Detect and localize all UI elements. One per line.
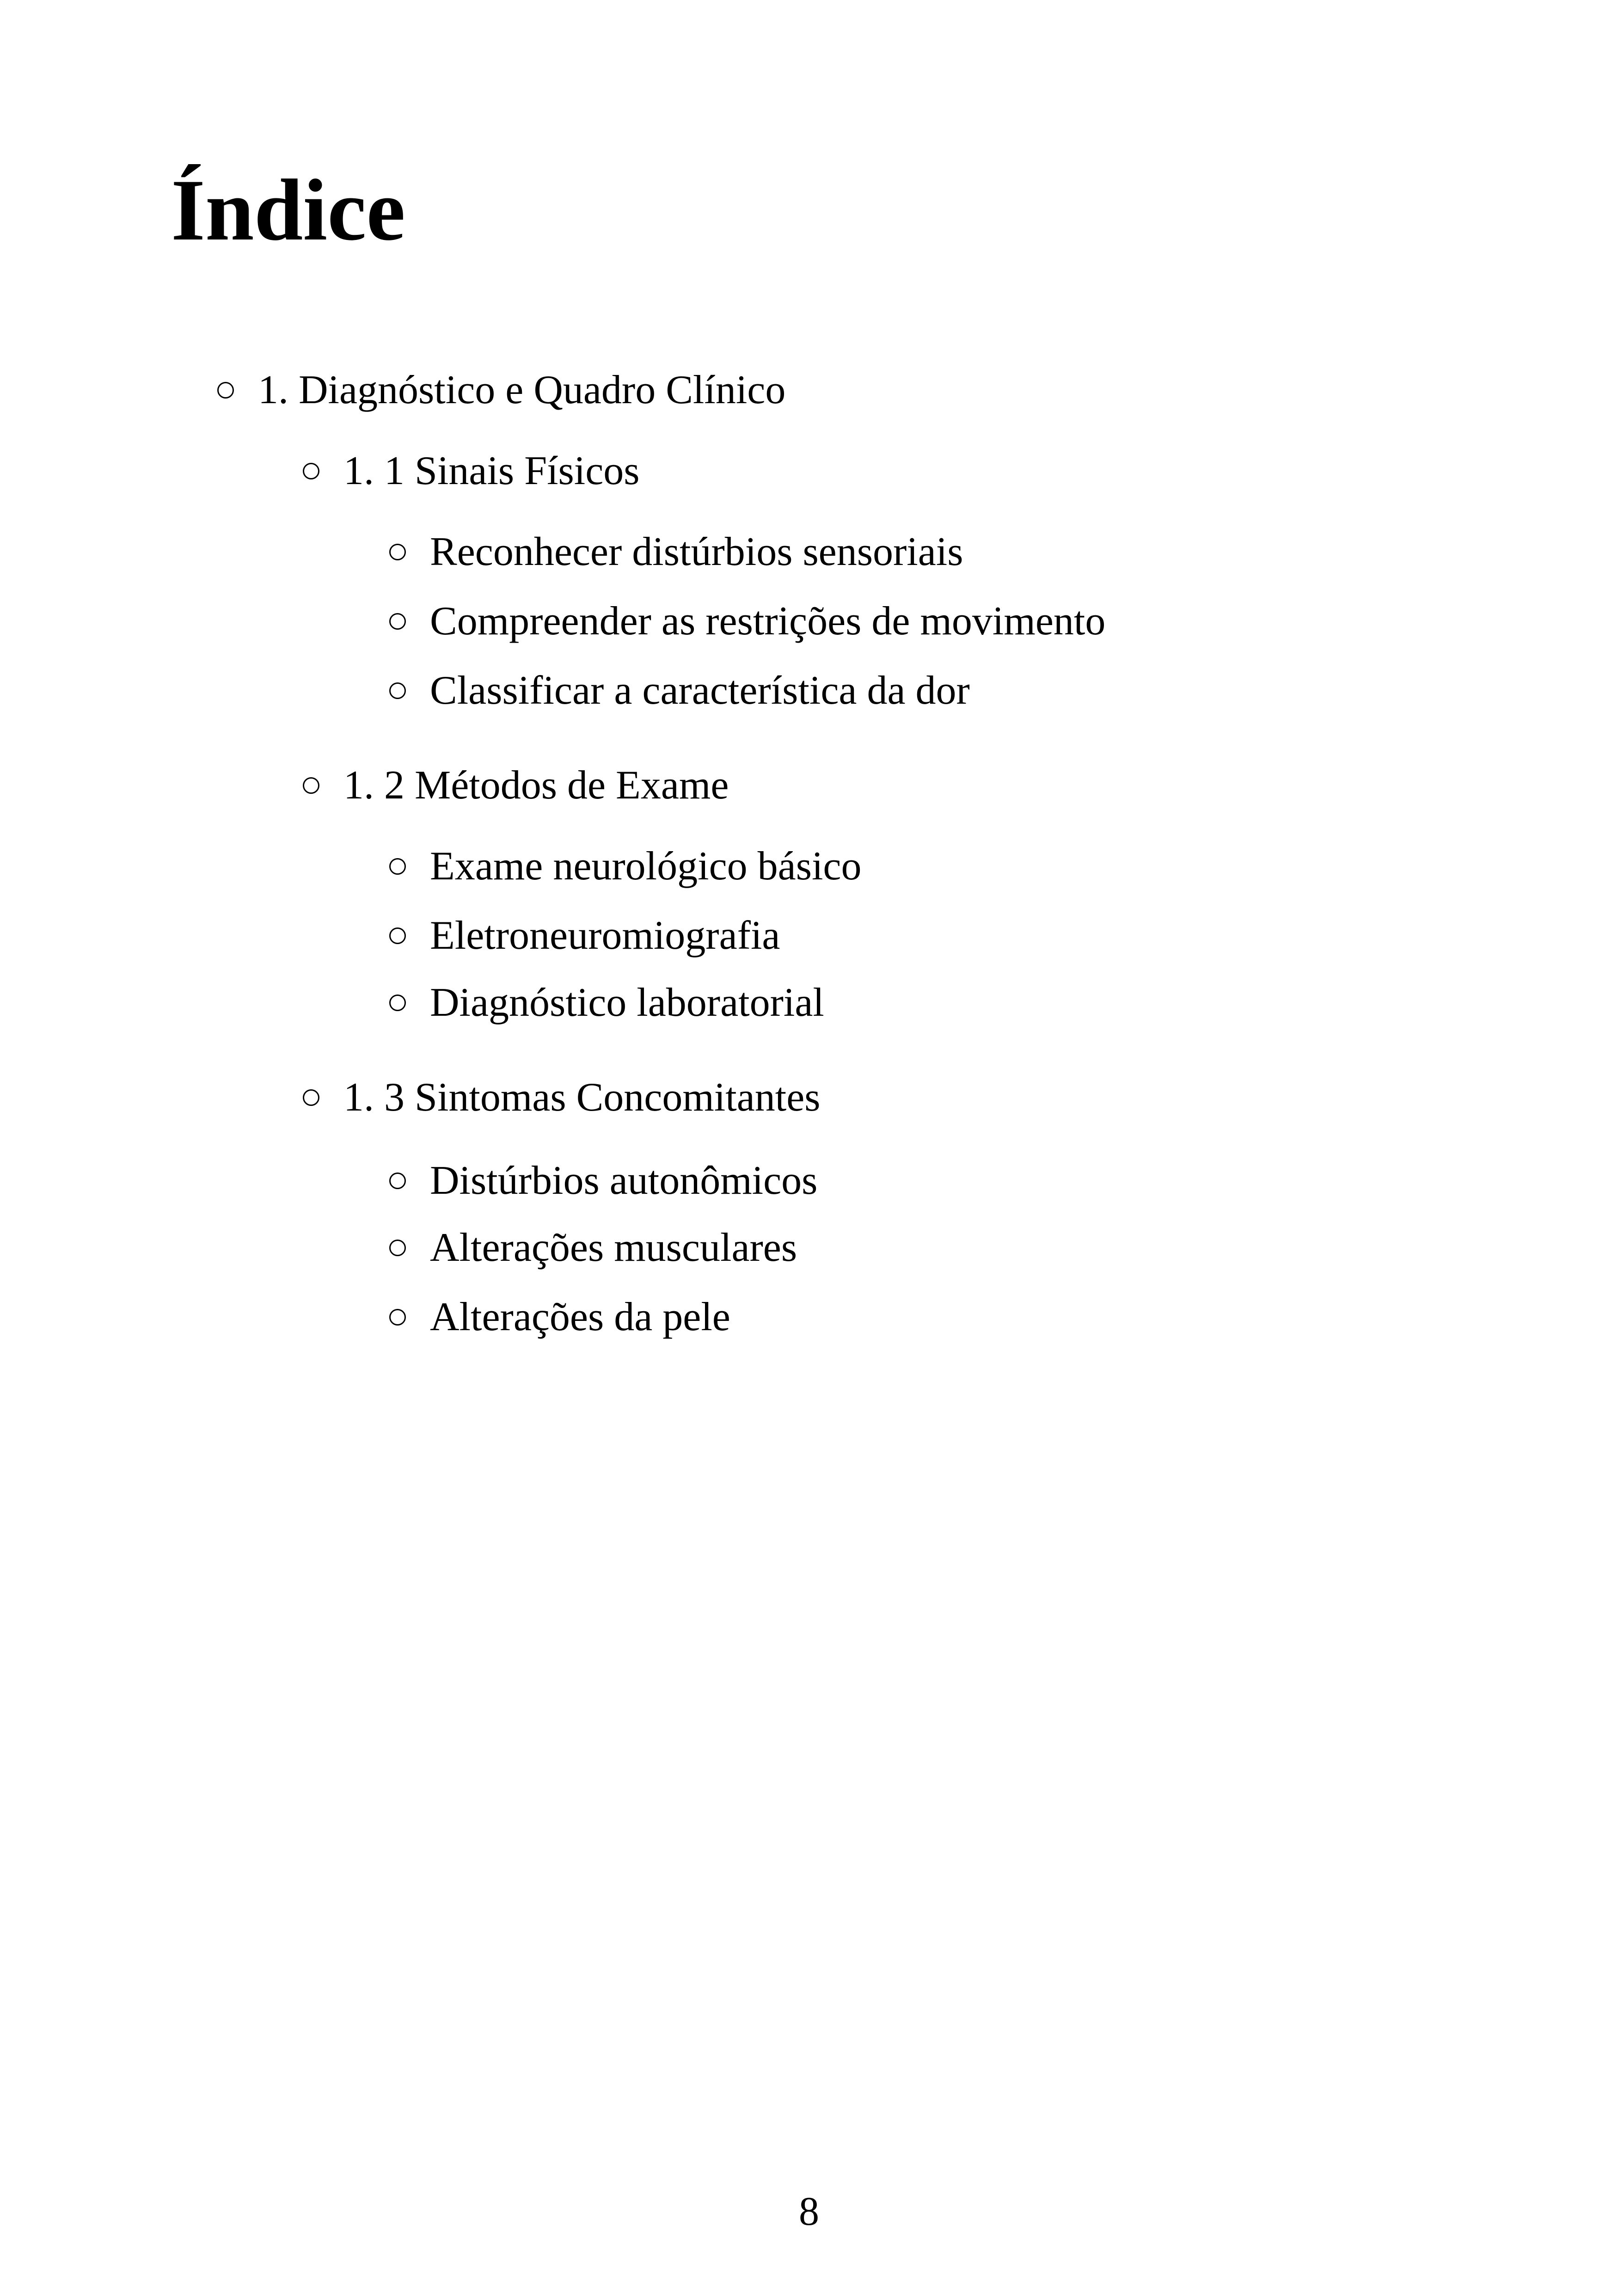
hollow-circle-bullet-icon [303,1089,319,1106]
toc-item-label: Distúrbios autonômicos [430,1158,818,1203]
hollow-circle-bullet-icon [389,1240,406,1256]
toc-item-label: Exame neurológico básico [430,844,862,889]
toc-item-label: Eletroneuromiografia [430,913,780,958]
toc-section-1-1[interactable] [303,448,640,493]
toc-item[interactable] [389,1225,797,1270]
toc-section-1-3[interactable] [303,1077,821,1118]
toc-section-label: 1. 3 Sintomas Concomitantes [343,1075,821,1120]
hollow-circle-bullet-icon [303,777,319,794]
hollow-circle-bullet-icon [389,544,406,560]
hollow-circle-bullet-icon [389,858,406,875]
toc-item[interactable] [389,529,963,574]
toc-item[interactable] [389,982,824,1023]
hollow-circle-bullet-icon [389,613,406,630]
toc-item-label: Compreender as restrições de movimento [430,599,1106,644]
toc-section-1-2[interactable] [303,765,729,806]
hollow-circle-bullet-icon [217,382,234,399]
page-number: 8 [799,2189,819,2234]
toc-item-label: Diagnóstico laboratorial [430,980,824,1025]
toc-item[interactable] [389,601,1105,642]
page-title: Índice [171,162,405,259]
hollow-circle-bullet-icon [389,995,406,1011]
toc-item[interactable] [389,1160,817,1201]
toc-item-label: Reconhecer distúrbios sensoriais [430,529,963,574]
toc-section-label: 1. 2 Métodos de Exame [343,763,729,808]
toc-item[interactable] [389,846,861,887]
toc-item[interactable] [389,670,970,711]
toc-item[interactable] [389,1297,730,1338]
hollow-circle-bullet-icon [389,927,406,944]
toc-item[interactable] [389,915,780,956]
toc-section-label: 1. 1 Sinais Físicos [343,448,640,493]
hollow-circle-bullet-icon [303,463,319,479]
hollow-circle-bullet-icon [389,1309,406,1326]
toc-item-label: Classificar a característica da dor [430,668,970,713]
hollow-circle-bullet-icon [389,682,406,699]
toc-item-label: Alterações musculares [430,1225,797,1270]
toc-item-label: Alterações da pele [430,1295,730,1339]
toc-chapter-1[interactable] [217,370,785,411]
hollow-circle-bullet-icon [389,1173,406,1189]
toc-chapter-label: 1. Diagnóstico e Quadro Clínico [258,368,786,412]
